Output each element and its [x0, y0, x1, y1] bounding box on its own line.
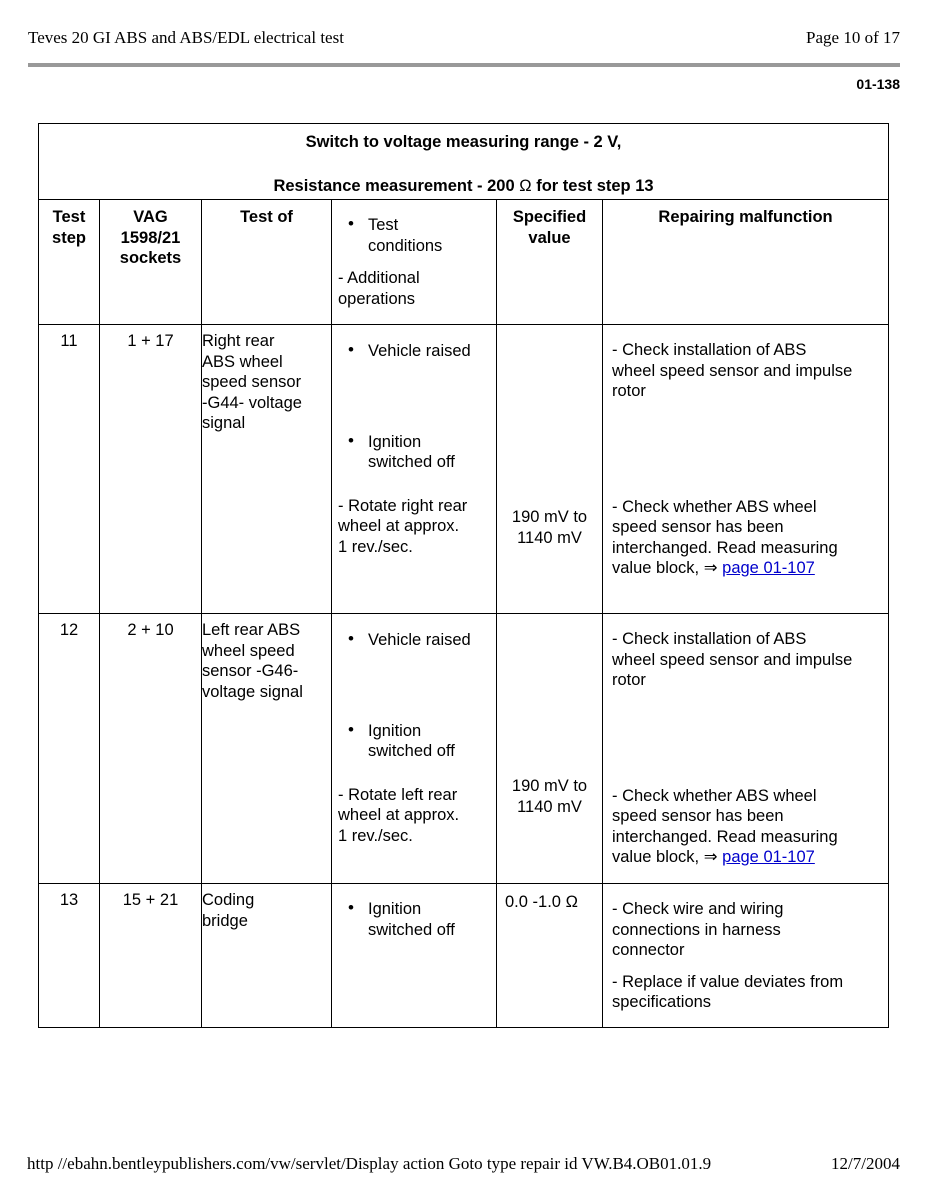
page-indicator: Page 10 of 17	[806, 28, 900, 47]
footer-url: http //ebahn.bentleypublishers.com/vw/servlet/Display action Goto type repair id VW.B4.OB01.01.9	[27, 1154, 712, 1173]
bullet-icon: •	[348, 430, 354, 450]
conditions-cell: • Vehicle raised • Ignition switched off - Rotate left rear wheel at approx. 1 rev./sec.	[332, 614, 497, 884]
banner-cell	[39, 124, 889, 200]
conditions-cell: • Ignition switched off	[332, 884, 497, 1028]
arrow-icon: ⇒	[703, 848, 718, 866]
test-table	[38, 123, 889, 1028]
bullet-icon: •	[348, 719, 354, 739]
banner-line-1: Switch to voltage measuring range - 2 V,	[305, 133, 622, 151]
bullet-icon: •	[348, 340, 354, 359]
col-specified-value: Specified value	[497, 200, 603, 325]
bullet-icon: •	[348, 629, 354, 648]
ohm-symbol: Ω	[565, 893, 578, 911]
test-of-cell: Right rear ABS wheel speed sensor -G44- voltage signal	[202, 325, 332, 614]
banner-line-2: Resistance measurement - 200 Ω for test step 13	[273, 176, 654, 195]
table-row	[39, 325, 889, 614]
col-conditions: • Test conditions - Additional operations	[332, 200, 497, 325]
ohm-symbol: Ω	[519, 176, 532, 195]
page-link[interactable]: page 01-107	[722, 848, 815, 866]
conditions-cell: • Vehicle raised • Ignition switched off - Rotate right rear wheel at approx. 1 rev./sec.	[332, 325, 497, 614]
col-test-step: Test step	[39, 200, 100, 325]
specified-value-cell: 190 mV to 1140 mV	[497, 325, 603, 614]
test-of-cell: Left rear ABS wheel speed sensor -G46- voltage signal	[202, 614, 332, 884]
bullet-icon: •	[348, 898, 354, 917]
header-divider	[28, 63, 900, 67]
repair-cell: - Check installation of ABS wheel speed sensor and impulse rotor - Check whether ABS wheel speed sensor has been interchanged. Read measuring value block, ⇒ page 01-107	[603, 325, 889, 614]
sockets-cell: 2 + 10	[100, 614, 202, 884]
step-cell: 12	[39, 614, 100, 884]
repair-cell: - Check installation of ABS wheel speed sensor and impulse rotor - Check whether ABS wheel speed sensor has been interchanged. Read measuring value block, ⇒ page 01-107	[603, 614, 889, 884]
bullet-icon: •	[348, 214, 354, 233]
page-link[interactable]: page 01-107	[722, 559, 815, 577]
specified-value-cell: 0.0 -1.0 Ω	[497, 884, 603, 1028]
banner-row	[39, 124, 889, 200]
test-of-cell: Coding bridge	[202, 884, 332, 1028]
repair-cell: - Check wire and wiring connections in harness connector - Replace if value deviates from specifications	[603, 884, 889, 1028]
arrow-icon: ⇒	[703, 559, 718, 577]
sockets-cell: 15 + 21	[100, 884, 202, 1028]
col-vag-sockets: VAG 1598/21 sockets	[100, 200, 202, 325]
footer-date: 12/7/2004	[831, 1154, 900, 1173]
specified-value-cell: 190 mV to 1140 mV	[497, 614, 603, 884]
document-title: Teves 20 GI ABS and ABS/EDL electrical test	[28, 28, 344, 47]
table-row	[39, 884, 889, 1028]
step-cell: 11	[39, 325, 100, 614]
col-test-of: Test of	[202, 200, 332, 325]
column-header-row	[39, 200, 889, 325]
section-code: 01-138	[856, 76, 900, 92]
col-repairing: Repairing malfunction	[603, 200, 889, 325]
sockets-cell: 1 + 17	[100, 325, 202, 614]
table-row	[39, 614, 889, 884]
step-cell: 13	[39, 884, 100, 1028]
